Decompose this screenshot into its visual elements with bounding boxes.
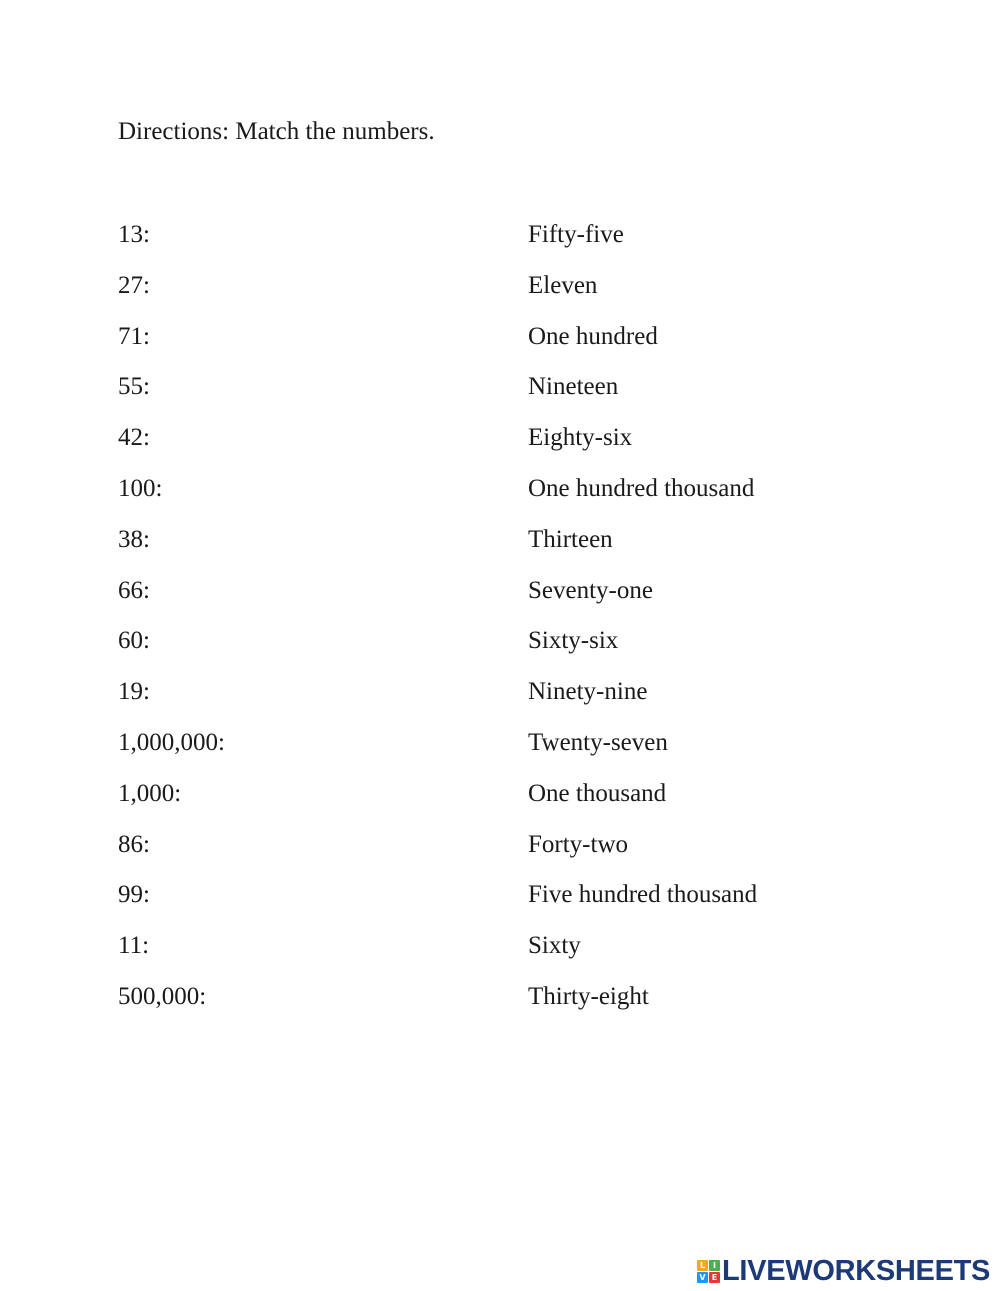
number-label: 1,000,000: — [118, 728, 225, 756]
liveworksheets-brand[interactable] — [697, 1257, 990, 1285]
number-word: Sixty-six — [528, 627, 619, 655]
number-label: 500,000: — [118, 982, 207, 1010]
number-label: 60: — [118, 627, 150, 655]
number-word: Seventy-one — [528, 576, 653, 604]
number-word: Thirty-eight — [528, 982, 649, 1010]
number-label: 27: — [118, 271, 150, 299]
logo-tile-l: L — [697, 1260, 708, 1271]
number-label: 11: — [118, 932, 150, 960]
match-row — [118, 625, 918, 676]
number-label: 100: — [118, 474, 163, 502]
match-row — [118, 930, 918, 981]
brand-name: LIVEWORKSHEETS — [722, 1255, 991, 1287]
number-word: Sixty — [528, 932, 581, 960]
match-row — [118, 778, 918, 829]
number-word: Eighty-six — [528, 424, 633, 452]
number-label: 99: — [118, 881, 150, 909]
number-label: 42: — [118, 424, 150, 452]
match-row — [118, 219, 918, 270]
match-row — [118, 270, 918, 321]
match-row — [118, 981, 918, 1032]
match-row — [118, 422, 918, 473]
number-word: Eleven — [528, 271, 598, 299]
number-word: One thousand — [528, 779, 667, 807]
match-row — [118, 676, 918, 727]
number-label: 19: — [118, 678, 150, 706]
match-row — [118, 829, 918, 880]
logo-tile-i: I — [709, 1260, 720, 1271]
number-word: Forty-two — [528, 830, 628, 858]
logo-tile-e: E — [709, 1272, 720, 1283]
directions-text: Directions: Match the numbers. — [118, 118, 435, 145]
number-label: 1,000: — [118, 779, 182, 807]
number-label: 86: — [118, 830, 150, 858]
number-word: One hundred thousand — [528, 474, 755, 502]
match-row — [118, 371, 918, 422]
number-label: 66: — [118, 576, 150, 604]
match-row — [118, 473, 918, 524]
number-word: Ninety-nine — [528, 678, 648, 706]
match-row — [118, 879, 918, 930]
number-label: 13: — [118, 221, 150, 248]
number-word: Twenty-seven — [528, 728, 668, 756]
match-row — [118, 524, 918, 575]
number-label: 71: — [118, 322, 150, 350]
match-row — [118, 727, 918, 778]
number-label: 38: — [118, 525, 150, 553]
match-list — [118, 219, 918, 1032]
number-word: Nineteen — [528, 373, 619, 401]
match-row — [118, 575, 918, 626]
liveworksheets-logo-icon — [697, 1260, 720, 1283]
number-label: 55: — [118, 373, 150, 401]
number-word: Thirteen — [528, 525, 613, 553]
number-word: Fifty-five — [528, 221, 624, 248]
number-word: Five hundred thousand — [528, 881, 758, 909]
number-word: One hundred — [528, 322, 658, 350]
match-row — [118, 321, 918, 372]
logo-tile-v: V — [697, 1272, 708, 1283]
